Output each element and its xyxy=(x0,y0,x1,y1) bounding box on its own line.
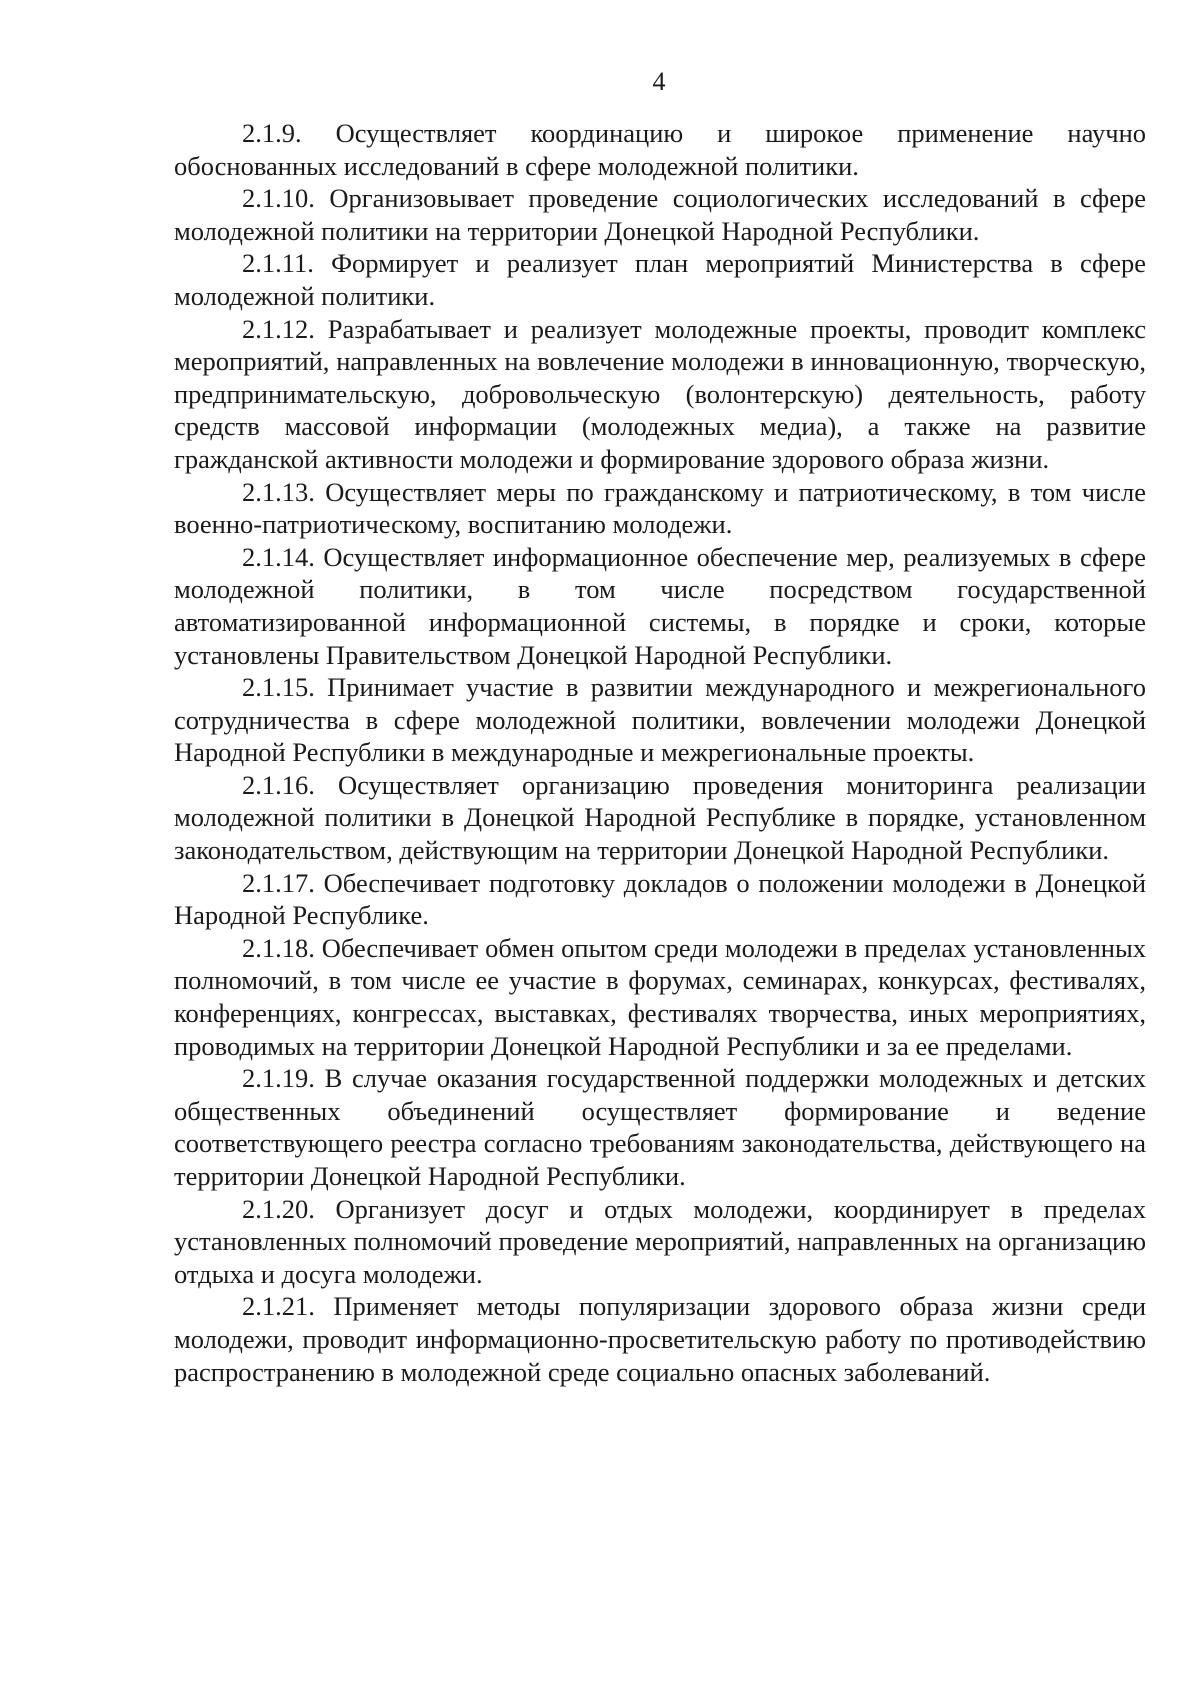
clause-text: Организует досуг и отдых молодежи, координирует в пределах установленных полномочий проведение мероприятий, направленных на организацию отдыха и досуга молодежи. xyxy=(174,1193,1146,1289)
clause-text: Осуществляет меры по гражданскому и патриотическому, в том числе военно-патриотическому, воспитанию молодежи. xyxy=(174,476,1146,540)
clause-number: 2.1.10. xyxy=(242,183,315,214)
clause-text: Осуществляет организацию проведения мониторинга реализации молодежной политики в Донецкой Народной Республике в порядке, установленном законодательством, действующим на территории Донецкой Народной Республики. xyxy=(174,769,1146,866)
clause-2-1-13 xyxy=(174,476,1146,541)
clause-2-1-18 xyxy=(174,932,1146,1062)
clause-2-1-9 xyxy=(174,117,1146,182)
clause-number: 2.1.20. xyxy=(242,1193,315,1224)
clause-text: Обеспечивает подготовку докладов о положении молодежи в Донецкой Народной Республике. xyxy=(174,867,1146,931)
clause-text: Формирует и реализует план мероприятий Министерства в сфере молодежной политики. xyxy=(174,248,1146,311)
clause-2-1-17 xyxy=(174,867,1146,932)
clause-number: 2.1.11. xyxy=(242,248,314,279)
clause-text: Применяет методы популяризации здорового образа жизни среди молодежи, проводит информационно-просветительскую работу по противодействию распространению в молодежной среде социально опасных заболеваний. xyxy=(174,1291,1146,1387)
clause-number: 2.1.12. xyxy=(242,313,315,344)
clause-number: 2.1.16. xyxy=(242,769,315,800)
clause-text: Обеспечивает обмен опытом среди молодежи в пределах установленных полномочий, в том числе ее участие в форумах, семинарах, конкурсах, фестивалях, конференциях, конгрессах, выставках, фестивалях творчества, иных мероприятиях, проводимых на территории Донецкой Народной Республики и за ее пределами. xyxy=(174,932,1147,1061)
clause-text: Осуществляет координацию и широкое применение научно обоснованных исследований в сфере молодежной политики. xyxy=(174,118,1147,181)
clause-number: 2.1.17. xyxy=(242,867,315,898)
clause-2-1-11 xyxy=(174,247,1146,312)
clause-text: Осуществляет информационное обеспечение мер, реализуемых в сфере молодежной политики, в том числе посредством государственной автоматизированной информационной системы, в порядке и сроки, которые установлены Правительством Донецкой Народной Республики. xyxy=(174,541,1146,670)
clause-text: Организовывает проведение социологических исследований в сфере молодежной политики на территории Донецкой Народной Республики. xyxy=(174,183,1147,246)
clause-number: 2.1.13. xyxy=(242,476,315,507)
clause-number: 2.1.21. xyxy=(242,1291,315,1322)
clause-2-1-15 xyxy=(174,671,1146,769)
clause-text: В случае оказания государственной поддержки молодежных и детских общественных объединений осуществляет формирование и ведение соответствующего реестра согласно требованиям законодательства, действующего на территории Донецкой Народной Республики. xyxy=(174,1063,1147,1191)
clause-2-1-10 xyxy=(174,182,1146,247)
page-number: 4 xyxy=(652,67,666,96)
document-body xyxy=(174,117,1146,1388)
clause-number: 2.1.18. xyxy=(242,932,315,963)
clause-number: 2.1.19. xyxy=(242,1063,315,1094)
clause-number: 2.1.14. xyxy=(242,541,315,572)
clause-2-1-14 xyxy=(174,541,1146,671)
clause-text: Принимает участие в развитии международного и межрегионального сотрудничества в сфере молодежной политики, вовлечении молодежи Донецкой Народной Республики в международные и межрегиональные проекты. xyxy=(174,672,1146,768)
clause-text: Разрабатывает и реализует молодежные проекты, проводит комплекс мероприятий, направленных на вовлечение молодежи в инновационную, творческую, предпринимательскую, добровольческую (волонтерскую) деятельность, работу средств массовой информации (молодежных медиа), а также на развитие гражданской активности молодежи и формирование здорового образа жизни. xyxy=(174,313,1147,474)
clause-2-1-19 xyxy=(174,1062,1146,1192)
clause-2-1-12 xyxy=(174,313,1146,476)
clause-2-1-16 xyxy=(174,769,1146,867)
clause-2-1-21 xyxy=(174,1290,1146,1388)
clause-number: 2.1.9. xyxy=(242,118,302,148)
clause-number: 2.1.15. xyxy=(242,672,315,703)
clause-2-1-20 xyxy=(174,1193,1146,1291)
